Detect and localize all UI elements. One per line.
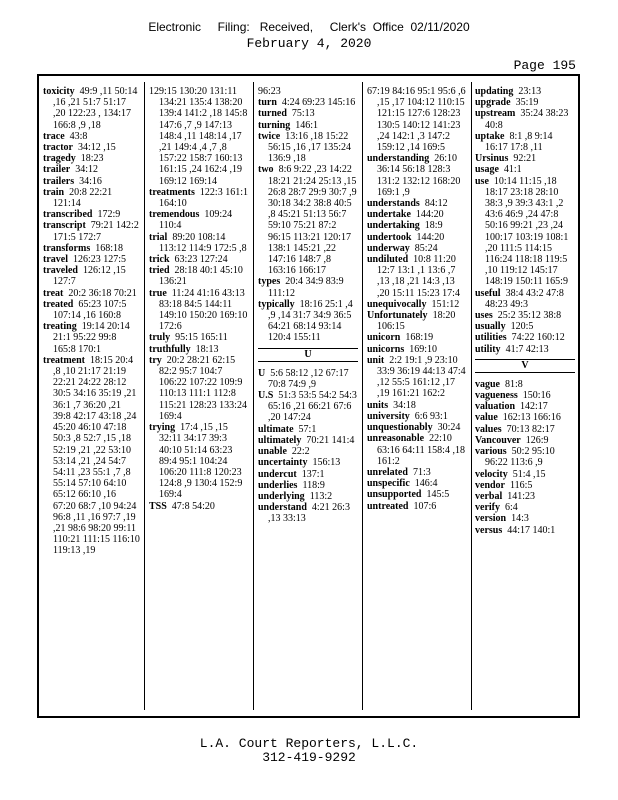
index-references: 34:12 ,15: [77, 142, 116, 154]
index-references: 120:5: [510, 321, 534, 333]
index-references: 85:24: [414, 242, 438, 254]
index-term: toxicity: [43, 86, 75, 97]
index-entry: [475, 435, 575, 446]
index-term: undertake: [367, 209, 411, 221]
index-references: 172:9: [97, 209, 121, 221]
index-term: tractor: [43, 142, 73, 154]
index-entry: [367, 433, 467, 467]
index-references: 169:10: [409, 343, 438, 355]
index-references: 70:21 141:4: [306, 434, 355, 446]
index-references: 22:2: [291, 446, 310, 458]
index-term: valuation: [475, 401, 516, 413]
index-references: 20:2 28:21 62:15 82:2 95:7 104:7 106:22 107:22 109:9 110:13 111:1 112:8 115:21 128:23 133:24 169:4: [159, 354, 247, 422]
index-references: 28:18 40:1 45:10 136:21: [159, 265, 243, 288]
column-divider: [362, 82, 363, 710]
index-references: 10:8 11:20 12:7 13:1 ,1 13:6 ,7 ,13 ,18 ,21 14:3 ,13 ,20 15:11 15:23 17:4: [377, 254, 460, 299]
index-entry: [43, 265, 141, 287]
index-entry: [258, 491, 358, 502]
index-references: 122:3 161:1 164:10: [159, 186, 248, 210]
index-references: 74:22 160:12: [511, 332, 565, 344]
index-entry: [367, 344, 467, 355]
index-entry: [43, 131, 141, 142]
index-letter-heading: V: [475, 359, 575, 373]
index-references: 71:3: [412, 466, 431, 478]
index-references: 113:2: [309, 490, 333, 502]
index-term: undertook: [367, 231, 412, 243]
index-references: 126:12 ,15 127:7: [53, 265, 126, 288]
index-references: 141:23: [507, 490, 535, 502]
index-term: university: [367, 410, 410, 422]
index-entry: [475, 424, 575, 435]
index-term: uptake: [475, 130, 505, 142]
index-term: unsupported: [367, 489, 422, 501]
index-entry: [475, 344, 575, 355]
index-entry: [43, 220, 141, 242]
index-references: 50:2 95:10 96:22 113:6 ,9: [485, 446, 555, 469]
index-term: versus: [475, 524, 503, 536]
index-entry: [149, 187, 249, 209]
index-entry: [367, 220, 467, 231]
index-references: 8:6 9:22 ,23 14:22 18:21 21:24 25:13 ,15 26:8 28:7 29:9 30:7 ,9 30:18 34:2 38:8 40:5 ,8 45:21 51:13 56:7 59:10 75:21 87:2 96:15 113:21 120:17 138:1 145:21 ,22 147:16 148:7 ,8 163:16 166:17: [268, 164, 357, 277]
index-entry: [149, 265, 249, 287]
index-term: unquestionably: [367, 422, 433, 434]
index-references: 116:5: [510, 479, 533, 491]
index-term: unit: [367, 354, 385, 366]
index-term: treated: [43, 298, 74, 310]
index-entry: [258, 368, 358, 390]
index-term: undercut: [258, 468, 297, 480]
index-term: treat: [43, 287, 64, 299]
index-entry: [43, 288, 141, 299]
index-references: 65:23 107:5 107:14 ,16 160:8: [53, 298, 127, 322]
index-references: 17:4 ,15 ,15 32:11 34:17 39:3 40:10 51:14 63:23 89:4 95:1 104:24 106:20 111:8 120:23 124:8 ,9 130:4 152:9 169:4: [159, 422, 243, 501]
index-term: tremendous: [149, 209, 200, 221]
index-references: 57:1: [298, 423, 317, 435]
index-references: 6:4: [505, 502, 518, 514]
index-entry: [258, 424, 358, 435]
index-entry: [43, 355, 141, 557]
index-term: train: [43, 186, 65, 198]
index-term: usually: [475, 321, 506, 333]
index-entry: [149, 344, 249, 355]
index-entry: [43, 209, 141, 220]
index-term: trailers: [43, 175, 75, 187]
index-references: 8:1 ,8 9:14 16:17 17:8 ,11: [485, 130, 553, 154]
index-entry: [367, 422, 467, 433]
index-term: treatments: [149, 186, 195, 198]
index-references: 89:20 108:14 113:12 114:9 172:5 ,8: [159, 231, 247, 254]
filing-stamp: Electronic Filing: Received, Clerk's Office 02/11/2020: [148, 20, 470, 34]
index-references: 144:20: [416, 231, 445, 243]
index-entry: [367, 232, 467, 243]
index-term: verbal: [475, 490, 503, 502]
index-references: 126:9: [525, 434, 549, 446]
index-references: 51:4 ,15: [512, 468, 546, 480]
index-entry: [475, 502, 575, 513]
index-entry: [367, 467, 467, 478]
index-entry: [258, 97, 358, 108]
index-references: 162:13 166:16: [502, 412, 561, 424]
index-term: understand: [258, 502, 307, 514]
index-term: transforms: [43, 242, 91, 254]
index-references: 168:19: [405, 332, 434, 344]
index-entry: [367, 478, 467, 489]
index-references: 41:7 42:13: [505, 343, 549, 355]
index-entry: [475, 321, 575, 332]
index-entry: [258, 108, 358, 119]
index-references: 2:2 19:1 ,9 23:10 33:9 36:19 44:13 47:4 ,12 55:5 161:12 ,17 ,19 161:21 162:2: [377, 354, 466, 400]
index-entry: [149, 232, 249, 254]
index-references: 11:24 41:16 43:13 83:18 84:5 144:11 149:10 150:20 169:10 172:6: [159, 287, 248, 333]
index-term: updating: [475, 86, 514, 97]
index-entry: [475, 288, 575, 310]
index-references: 25:2 35:12 38:8: [497, 310, 562, 322]
index-entry: [43, 142, 141, 153]
index-references: 18:23: [80, 153, 104, 165]
index-entry: [475, 390, 575, 401]
index-references: 70:13 82:17: [506, 423, 555, 435]
index-column-2: [149, 86, 249, 710]
index-term: treatment: [43, 354, 86, 366]
index-entry: [43, 187, 141, 209]
index-entry: [149, 209, 249, 231]
index-entry: [258, 276, 358, 298]
index-entry: [258, 457, 358, 468]
index-references: 47:8 54:20: [171, 500, 215, 512]
index-references: 44:17 140:1: [507, 524, 556, 536]
index-column-4: [367, 86, 467, 710]
index-entry: [475, 446, 575, 468]
index-entry: [258, 469, 358, 480]
index-references: 51:3 53:5 54:2 54:3 65:16 ,21 66:21 67:6 ,20 147:24: [268, 390, 357, 424]
index-references: 95:15 165:11: [175, 332, 228, 344]
index-references: 67:19 84:16 95:1 95:6 ,6 ,15 ,17 104:12 110:15 121:15 127:6 128:23 130:5 140:12 141:23 ,24 142:1 ,3 147:2 159:12 ,14 169:5: [367, 86, 466, 154]
index-references: 18:9: [424, 220, 443, 232]
index-entry: [149, 501, 249, 512]
index-references: 20:4 34:9 83:9 111:12: [268, 276, 344, 299]
index-references: 43:8: [69, 130, 88, 142]
index-entry: [367, 209, 467, 220]
index-references: 63:23 127:24: [174, 254, 228, 266]
index-term: Ursinus: [475, 153, 509, 165]
reporter-name: L.A. Court Reporters, L.L.C.: [199, 736, 419, 751]
index-term: Unfortunately: [367, 310, 428, 322]
index-term: understanding: [367, 153, 430, 165]
index-term: Vancouver: [475, 434, 521, 446]
index-entry: [367, 355, 467, 400]
index-references: 26:10 36:14 56:18 128:3 131:2 132:12 168:20 169:1 ,9: [377, 153, 461, 198]
index-term: undiluted: [367, 254, 409, 266]
index-references: 145:5: [426, 489, 450, 501]
index-entry: [475, 401, 575, 412]
index-entry: [367, 86, 467, 153]
index-term: underlying: [258, 490, 305, 502]
index-entry: [475, 176, 575, 288]
index-entry: [149, 332, 249, 343]
index-references: 146:1: [295, 119, 319, 131]
index-entry: [367, 411, 467, 422]
index-entry: [43, 299, 141, 321]
index-term: unicorn: [367, 332, 401, 344]
index-term: types: [258, 276, 281, 288]
index-entry: [258, 502, 358, 524]
index-references: 5:6 58:12 ,12 67:17 70:8 74:9 ,9: [268, 367, 349, 390]
column-divider: [144, 82, 145, 710]
index-entry: [475, 108, 575, 130]
index-references: 150:16: [522, 390, 551, 402]
index-references: 142:17: [520, 401, 548, 413]
index-term: velocity: [475, 468, 508, 480]
index-references: 75:13: [291, 108, 315, 120]
column-divider: [471, 82, 472, 710]
index-entry: [43, 254, 141, 265]
index-entry: [475, 97, 575, 108]
index-references: 18:15 20:4 ,8 ,10 21:17 21:19 22:21 24:22 28:12 30:5 34:16 35:19 ,21 36:1 ,7 36:20 ,21 39:8 42:17 43:18 ,24 45:20 46:10 47:18 50:3 ,8 52:7 ,15 ,18 52:19 ,21 ,22 53:10 53:14 ,21 ,24 54:7 54:11 ,23 55:1 ,7 ,8 55:14 57:10 64:10 65:12 66:10 ,16 67:20 68:7 ,10 94:24 96:8 ,11 ,16 97:7 ,19 ,21 98:6 98:20 99:11 110:21 111:15 116:10 119:13 ,19: [53, 354, 140, 557]
index-term: usage: [475, 164, 499, 176]
index-term: untreated: [367, 500, 409, 512]
index-references: 10:14 11:15 ,18 18:17 23:18 28:10 38:3 ,9 39:3 43:1 ,2 43:6 46:9 ,24 47:8 50:16 99:21 ,23 ,24 100:17 103:19 108:1 ,20 111:5 114:15 116:24 118:18 119:5 ,10 119:12 145:17 148:19 150:11 165:9: [485, 175, 569, 288]
index-entry: [475, 525, 575, 536]
index-term: trial: [149, 231, 168, 243]
index-term: twice: [258, 130, 281, 142]
index-term: unequivocally: [367, 298, 427, 310]
index-term: uncertainty: [258, 457, 308, 469]
page-number: Page 195: [513, 58, 576, 73]
index-term: various: [475, 446, 507, 458]
index-references: 79:21 142:2 171:5 172:7: [53, 220, 139, 243]
index-entry: [43, 86, 141, 131]
index-term: uses: [475, 310, 493, 322]
index-entry: [43, 153, 141, 164]
index-references: 18:20 106:15: [377, 310, 456, 333]
index-term: trick: [149, 254, 170, 266]
index-term: unspecific: [367, 478, 410, 490]
index-entry: [367, 153, 467, 198]
index-term: values: [475, 423, 502, 435]
index-references: 30:24: [437, 422, 461, 434]
index-term: useful: [475, 287, 501, 299]
index-entry: [149, 86, 249, 187]
index-term: truthfully: [149, 343, 191, 355]
index-entry: [258, 131, 358, 165]
index-term: travel: [43, 254, 68, 266]
index-term: trailer: [43, 164, 71, 176]
index-term: use: [475, 175, 489, 187]
index-references: 13:16 ,18 15:22 56:15 ,16 ,17 135:24 136:9 ,18: [268, 130, 352, 165]
filing-date: February 4, 2020: [246, 36, 372, 51]
index-references: 109:24 110:4: [159, 209, 233, 232]
index-entry: [367, 332, 467, 343]
index-entry: [258, 435, 358, 446]
index-term: verify: [475, 502, 500, 514]
index-term: unrelated: [367, 466, 408, 478]
index-entry: [149, 355, 249, 422]
index-references: 41:1: [503, 164, 522, 176]
index-entry: [258, 480, 358, 491]
index-entry: [149, 288, 249, 333]
index-term: two: [258, 164, 274, 176]
index-references: 146:4: [414, 478, 438, 490]
index-entry: [43, 176, 141, 187]
index-term: vendor: [475, 479, 505, 491]
index-entry: [475, 491, 575, 502]
index-term: turn: [258, 97, 277, 109]
index-term: turning: [258, 119, 291, 131]
index-entry: [258, 86, 358, 97]
index-entry: [475, 310, 575, 321]
index-term: version: [475, 513, 507, 525]
index-entry: [367, 489, 467, 500]
index-entry: [258, 120, 358, 131]
index-entry: [475, 332, 575, 343]
index-term: tried: [149, 265, 170, 277]
index-term: transcribed: [43, 209, 93, 221]
index-references: 151:12: [431, 298, 460, 310]
index-references: 20:8 22:21 121:14: [53, 186, 113, 210]
index-term: vagueness: [475, 390, 518, 402]
index-term: undertaking: [367, 220, 420, 232]
index-entry: [475, 164, 575, 175]
index-entry: [367, 299, 467, 310]
index-references: 14:3: [511, 513, 529, 525]
index-entry: [43, 164, 141, 175]
index-references: 19:14 20:14 21:1 95:22 99:8 165:8 170:1: [53, 321, 130, 355]
index-term: trying: [149, 422, 176, 434]
index-term: upstream: [475, 108, 516, 120]
index-entry: [475, 513, 575, 524]
index-entry: [258, 299, 358, 344]
index-column-3: [258, 86, 358, 710]
index-entry: [43, 321, 141, 355]
index-references: 92:21: [513, 153, 537, 165]
index-references: 126:23 127:5: [73, 254, 127, 266]
index-entry: [475, 469, 575, 480]
index-entry: [475, 480, 575, 491]
index-references: 34:18: [393, 399, 416, 411]
index-column-1: [43, 86, 141, 710]
index-entry: [367, 198, 467, 209]
index-term: typically: [258, 298, 295, 310]
index-term: turned: [258, 108, 287, 120]
index-letter-heading: U: [258, 348, 358, 362]
index-references: 18:16 25:1 ,4 ,9 ,14 31:7 34:9 36:5 64:21 68:14 93:14 120:4 155:11: [268, 298, 353, 344]
index-entry: [475, 86, 575, 97]
index-term: upgrade: [475, 97, 511, 109]
index-term: ultimately: [258, 434, 302, 446]
index-term: ultimate: [258, 423, 294, 435]
index-references: 4:24 69:23 145:16: [281, 97, 356, 109]
index-entry: [43, 243, 141, 254]
index-references: 20:2 36:18 70:21: [68, 287, 137, 299]
index-references: 168:18: [95, 242, 123, 254]
index-term: true: [149, 287, 167, 299]
index-references: 144:20: [415, 209, 444, 221]
index-references: 34:12: [75, 164, 98, 176]
index-entry: [367, 310, 467, 332]
reporter-phone: 312-419-9292: [262, 750, 356, 765]
index-term: units: [367, 399, 389, 411]
index-term: value: [475, 412, 498, 424]
index-references: 156:13: [312, 457, 341, 469]
index-references: 38:4 43:2 47:8 48:23 49:3: [485, 287, 564, 310]
index-term: transcript: [43, 220, 86, 232]
index-term: understands: [367, 198, 420, 210]
index-entry: [475, 131, 575, 153]
index-references: 6:6 93:1: [414, 410, 448, 422]
column-divider: [253, 82, 254, 710]
index-references: 137:1: [301, 468, 325, 480]
index-entry: [475, 412, 575, 423]
index-references: 18:13: [195, 343, 219, 355]
index-references: 96:23: [258, 86, 281, 97]
index-references: 118:9: [302, 479, 325, 491]
index-term: utilities: [475, 332, 507, 344]
index-term: traveled: [43, 265, 78, 277]
index-references: 22:10 63:16 64:11 158:4 ,18 161:2: [377, 433, 465, 467]
index-references: 81:8: [505, 378, 523, 390]
index-entry: [149, 422, 249, 500]
index-term: try: [149, 354, 162, 366]
index-entry: [475, 153, 575, 164]
index-entry: [367, 243, 467, 254]
index-term: treating: [43, 321, 77, 333]
index-entry: [258, 390, 358, 424]
index-term: U.S: [258, 390, 274, 402]
index-entry: [149, 254, 249, 265]
index-references: 129:15 130:20 131:11 134:21 135:4 138:20 139:4 141:2 ,18 145:8 147:6 ,7 ,9 147:13 148:4 ,11 148:14 ,17 ,21 149:4 ,4 ,7 ,8 157:22 158:7 160:13 161:15 ,24 162:4 ,19 169:12 169:14: [149, 86, 248, 187]
index-term: trace: [43, 130, 65, 142]
index-entry: [367, 254, 467, 299]
index-entry: [258, 446, 358, 457]
index-entry: [258, 164, 358, 276]
index-term: vague: [475, 378, 500, 390]
index-references: 35:24 38:23 40:8: [485, 108, 569, 131]
index-entry: [367, 400, 467, 411]
index-term: tragedy: [43, 153, 76, 165]
index-term: unable: [258, 446, 287, 458]
index-references: 34:16: [79, 175, 102, 187]
index-term: U: [258, 367, 266, 379]
index-references: 107:6: [413, 500, 437, 512]
index-term: unreasonable: [367, 433, 425, 445]
index-references: 23:13: [518, 86, 542, 97]
index-references: 4:21 26:3 ,13 33:13: [268, 502, 350, 525]
index-term: underway: [367, 242, 410, 254]
index-term: utility: [475, 343, 501, 355]
index-references: 49:9 ,11 50:14 ,16 ,21 51:7 51:17 ,20 122:23 , 134:17 166:8 ,9 ,18: [53, 86, 138, 131]
index-entry: [367, 501, 467, 512]
index-references: 84:12: [424, 198, 448, 210]
index-references: 35:19: [515, 97, 539, 109]
index-term: TSS: [149, 500, 167, 512]
index-entry: [475, 379, 575, 390]
word-index-box: [37, 74, 580, 718]
index-term: truly: [149, 332, 171, 344]
index-term: unicorns: [367, 343, 405, 355]
index-term: underlies: [258, 479, 298, 491]
index-column-5: [475, 86, 575, 710]
